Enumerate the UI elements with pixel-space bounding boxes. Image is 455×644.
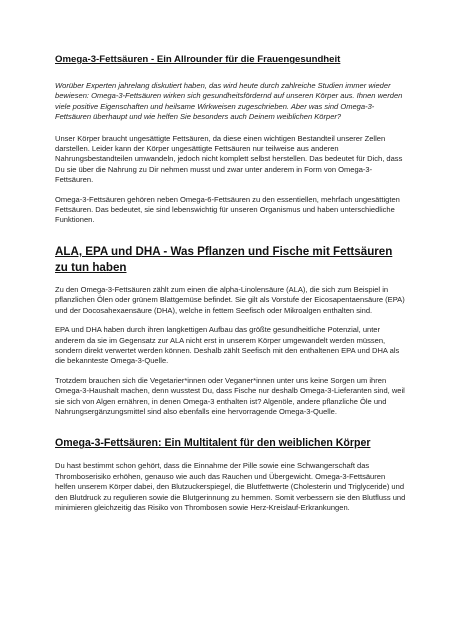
paragraph: Zu den Omega-3-Fettsäuren zählt zum einen die alpha-Linolensäure (ALA), die sich zum Beispiel in pflanzlichen Ölen oder grünem Blattgemüse befindet. Sie gilt als Vorstufe der Eicosapentaensäure (EPA) und der Docosahexaensäure (DHA), welche in fettem Seefisch oder Mikroalgen enthalten sind. <box>55 284 405 315</box>
section-heading-multitalent: Omega-3-Fettsäuren: Ein Multitalent für den weiblichen Körper <box>55 437 371 450</box>
section-heading-omega3-allrounder: Omega-3-Fettsäuren - Ein Allrounder für die Frauengesundheit <box>55 54 341 65</box>
paragraph: Omega-3-Fettsäuren gehören neben Omega-6-Fettsäuren zu den essentiellen, mehrfach ungesättigten Fettsäuren. Das bedeutet, sie sind lebenswichtig für unseren Organismus und haben unterschiedliche Funktionen. <box>55 194 400 225</box>
paragraph: EPA und DHA haben durch ihren langkettigen Aufbau das größte gesundheitliche Potenzial, unter anderem da sie im Gegensatz zur ALA nicht erst in unserem Körper umgewandelt werden müssen, sondern direkt verwertet werden können. Deshalb zählt Seefisch mit den enthaltenen EPA und DHA als die bekannteste Omega-3-Quelle. <box>55 325 400 366</box>
paragraph: Trotzdem brauchen sich die Vegetarier*innen oder Veganer*innen unter uns keine Sorgen um ihren Omega-3-Haushalt machen, denn wusstest Du, dass Fische nur deshalb Omega-3-Lieferanten sind, weil sie sich von Algen ernähren, in denen Omega-3 enthalten ist? Algenöle, andere pflanzliche Öle und Nahrungsergänzungsmittel sind also ebenfalls eine hervorragende Omega-3-Quelle. <box>55 375 405 416</box>
document-page <box>55 54 407 522</box>
paragraph: Unser Körper braucht ungesättigte Fettsäuren, da diese einen wichtigen Bestandteil unserer Zellen darstellen. Leider kann der Körper ungesättigte Fettsäuren nur teilweise aus anderen Nahrungsbestandteilen umwandeln, jedoch nicht komplett selbst herstellen. Das bedeutet für Dich, dass Du sie über die Nahrung zu Dir nehmen musst und zwar unter anderem in Form von Omega-3-Fettsäuren. <box>55 133 403 185</box>
section-heading-ala-epa-dha: ALA, EPA und DHA - Was Pflanzen und Fische mit Fettsäuren zu tun haben <box>55 244 393 274</box>
paragraph: Du hast bestimmt schon gehört, dass die Einnahme der Pille sowie eine Schwangerschaft das Thromboserisiko erhöhen, genauso wie auch das Rauchen und Übergewicht. Omega-3-Fettsäuren helfen unserem Körper dabei, den Blutzuckerspiegel, die Blutfettwerte (Cholesterin und Triglyceride) und den Blutdruck zu regulieren sowie die Blutgerinnung zu hemmen. Somit verbessern sie den Blutfluss und minimieren gleichzeitig das Risiko von Thrombosen sowie Herz-Kreislauf-Erkrankungen. <box>55 461 406 512</box>
intro-paragraph: Worüber Experten jahrelang diskutiert haben, das wird heute durch zahlreiche Studien immer wieder bewiesen: Omega-3-Fettsäuren wirken sich gesundheitsfördernd auf unseren Körper aus. Ihnen werden viele positive Eigenschaften und heilsame Wirkweisen zugeschrieben. Aber was sind Omega-3-Fettsäuren überhaupt und wie helfen Sie besonders auch Deinem weiblichen Körper? <box>55 81 403 122</box>
